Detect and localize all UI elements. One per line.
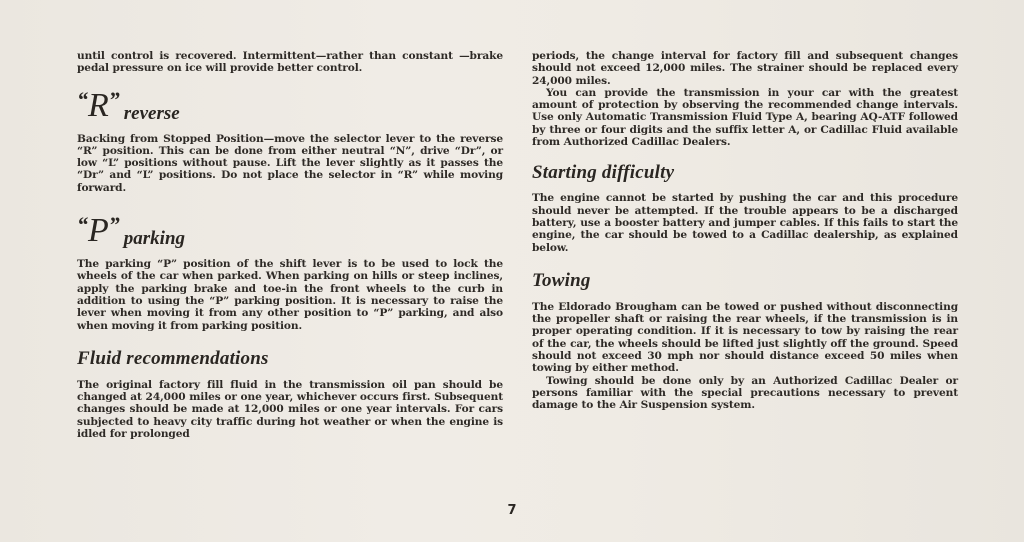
parking-close-quote: ” xyxy=(108,212,120,238)
reverse-heading xyxy=(77,86,503,124)
fluid-protection-paragraph: You can provide the transmission in your car with the greatest amount of protection by observing the recommended change intervals. Use only Automatic Transmission Fluid Type A, bearing AQ-ATF followed by three or four digits and the suffix letter A, or Cadillac Fluid available from Authorized Cadillac Dealers. xyxy=(532,86,958,149)
towing-paragraph: The Eldorado Brougham can be towed or pushed without disconnecting the propeller shaft or raising the rear wheels, if the transmission is in proper operating condition. If it is necessary to tow by raising the rear of the car, the wheels should be lifted just slightly off the ground. Speed should not exceed 30 mph nor should distance exceed 50 miles when towing by either method. xyxy=(532,300,958,375)
reverse-close-quote: ” xyxy=(108,86,120,112)
left-column xyxy=(77,50,503,440)
reverse-letter: R xyxy=(88,86,109,124)
parking-letter: P xyxy=(88,212,109,250)
parking-word: parking xyxy=(123,228,186,250)
starting-paragraph: The engine cannot be started by pushing the car and this procedure should never be attempted. If the trouble appears to be a discharged battery, use a booster battery and jumper cables. If this fails to start the engine, the car should be towed to a Cadillac dealership, as explained below. xyxy=(532,192,958,254)
fluid-heading: Fluid recommendations xyxy=(77,347,269,369)
right-column xyxy=(532,50,958,412)
page-number: 7 xyxy=(507,503,517,518)
fluid-paragraph: The original factory fill fluid in the transmission oil pan should be changed at 24,000 miles or one year, whichever occurs first. Subsequent changes should be made at 12,000 miles or one year intervals. For cars subjected to heavy city traffic during hot weather or when the engine is idled for prolonged xyxy=(77,378,503,441)
parking-open-quote: “ xyxy=(77,212,88,238)
towing-dealer-paragraph: Towing should be done only by an Authorized Cadillac Dealer or persons familiar with the special precautions necessary to prevent damage to the Air Suspension system. xyxy=(532,374,958,412)
fluid-continued-paragraph: periods, the change interval for factory fill and subsequent changes should not exceed 12,000 miles. The strainer should be replaced every 24,000 miles. xyxy=(532,50,958,87)
reverse-paragraph: Backing from Stopped Position—move the selector lever to the reverse “R” position. This can be done from either neutral “N”, drive “Dr”, or low “L” positions without pause. Lift the lever slightly as it passes the “Dr” and “L” positions. Do not place the selector in “R” while moving forward. xyxy=(77,132,503,194)
continuation-paragraph: until control is recovered. Intermittent—rather than constant —brake pedal pressure on ice will provide better control. xyxy=(77,50,503,75)
reverse-open-quote: “ xyxy=(77,86,88,112)
parking-heading xyxy=(77,210,503,248)
reverse-word: reverse xyxy=(123,102,180,124)
parking-paragraph: The parking “P” position of the shift lever is to be used to lock the wheels of the car when parked. When parking on hills or steep inclines, apply the parking brake and toe-in the front wheels to the curb in addition to using the “P” parking position. It is necessary to raise the lever when moving it from any other position to “P” parking, and also when moving it from parking position. xyxy=(77,258,503,332)
starting-heading: Starting difficulty xyxy=(532,162,675,184)
towing-heading: Towing xyxy=(532,269,591,291)
